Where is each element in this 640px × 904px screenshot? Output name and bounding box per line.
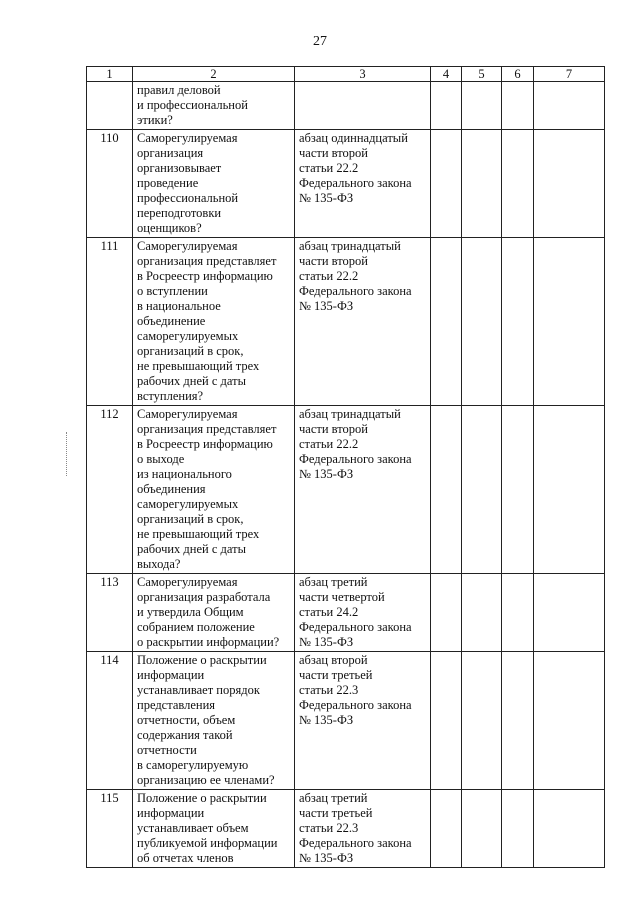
header-cell-1: 1	[87, 67, 133, 82]
answer-col-6	[502, 238, 534, 406]
table-row	[87, 130, 605, 238]
note-col-7	[534, 574, 605, 652]
answer-col-4	[431, 790, 462, 868]
row-number: 112	[87, 406, 133, 574]
question-line: организовывает	[137, 161, 222, 175]
reference-line: № 135-ФЗ	[299, 467, 354, 481]
question-line: информации	[137, 668, 205, 682]
reference-cell	[295, 238, 431, 406]
question-line: организаций в срок,	[137, 512, 244, 526]
checklist-table	[86, 66, 605, 868]
answer-col-6	[502, 406, 534, 574]
reference-line: № 135-ФЗ	[299, 299, 354, 313]
question-line: и профессиональной	[137, 98, 248, 112]
question-line: Саморегулируемая	[137, 131, 238, 145]
answer-col-4	[431, 406, 462, 574]
question-line: о вступлении	[137, 284, 208, 298]
reference-line: статьи 22.2	[299, 269, 359, 283]
question-cell	[133, 790, 295, 868]
reference-line: абзац третий	[299, 791, 368, 805]
note-col-7	[534, 130, 605, 238]
question-line: правил деловой	[137, 83, 221, 97]
question-line: организация разработала	[137, 590, 271, 604]
question-line: организация	[137, 146, 204, 160]
reference-line: Федерального закона	[299, 176, 412, 190]
header-cell-4: 4	[431, 67, 462, 82]
question-line: рабочих дней с даты	[137, 374, 246, 388]
question-line: Положение о раскрытии	[137, 653, 267, 667]
reference-line: части второй	[299, 146, 368, 160]
question-cell	[133, 130, 295, 238]
reference-cell	[295, 82, 431, 130]
answer-col-4	[431, 130, 462, 238]
question-line: и утвердила Общим	[137, 605, 244, 619]
question-line: этики?	[137, 113, 173, 127]
question-line: саморегулируемых	[137, 329, 239, 343]
row-number: 113	[87, 574, 133, 652]
reference-line: Федерального закона	[299, 452, 412, 466]
reference-line: № 135-ФЗ	[299, 713, 354, 727]
question-line: в Росреестр информацию	[137, 437, 273, 451]
answer-col-5	[462, 652, 502, 790]
reference-line: статьи 22.3	[299, 683, 359, 697]
reference-line: части третьей	[299, 668, 373, 682]
question-line: о выходе	[137, 452, 185, 466]
note-col-7	[534, 238, 605, 406]
answer-col-4	[431, 238, 462, 406]
question-line: содержания такой	[137, 728, 233, 742]
reference-line: статьи 22.2	[299, 161, 359, 175]
reference-line: статьи 22.3	[299, 821, 359, 835]
question-line: не превышающий трех	[137, 359, 260, 373]
question-cell	[133, 574, 295, 652]
reference-line: Федерального закона	[299, 698, 412, 712]
reference-line: части третьей	[299, 806, 373, 820]
question-line: Саморегулируемая	[137, 575, 238, 589]
answer-col-6	[502, 82, 534, 130]
answer-col-4	[431, 652, 462, 790]
page-number: 27	[313, 34, 327, 49]
question-line: организаций в срок,	[137, 344, 244, 358]
question-line: объединения	[137, 482, 206, 496]
question-line: в саморегулируемую	[137, 758, 249, 772]
answer-col-5	[462, 574, 502, 652]
question-line: устанавливает порядок	[137, 683, 260, 697]
reference-line: Федерального закона	[299, 836, 412, 850]
question-line: Саморегулируемая	[137, 407, 238, 421]
reference-line: абзац второй	[299, 653, 368, 667]
answer-col-5	[462, 238, 502, 406]
question-cell	[133, 82, 295, 130]
question-cell	[133, 652, 295, 790]
note-col-7	[534, 82, 605, 130]
question-line: устанавливает объем	[137, 821, 249, 835]
reference-line: статьи 24.2	[299, 605, 359, 619]
reference-line: абзац одиннадцатый	[299, 131, 408, 145]
question-line: отчетности	[137, 743, 197, 757]
question-line: оценщиков?	[137, 221, 202, 235]
question-line: не превышающий трех	[137, 527, 260, 541]
answer-col-4	[431, 82, 462, 130]
reference-line: части второй	[299, 422, 368, 436]
question-line: саморегулируемых	[137, 497, 239, 511]
table-row	[87, 790, 605, 868]
question-line: Положение о раскрытии	[137, 791, 267, 805]
reference-line: № 135-ФЗ	[299, 191, 354, 205]
question-line: из национального	[137, 467, 232, 481]
answer-col-5	[462, 130, 502, 238]
reference-line: части второй	[299, 254, 368, 268]
table-header-row	[87, 67, 605, 82]
answer-col-5	[462, 790, 502, 868]
reference-cell	[295, 130, 431, 238]
answer-col-5	[462, 82, 502, 130]
question-line: об отчетах членов	[137, 851, 234, 865]
question-line: вступления?	[137, 389, 204, 403]
reference-line: абзац третий	[299, 575, 368, 589]
reference-line: № 135-ФЗ	[299, 635, 354, 649]
header-cell-6: 6	[502, 67, 534, 82]
answer-col-4	[431, 574, 462, 652]
question-cell	[133, 406, 295, 574]
row-number: 114	[87, 652, 133, 790]
question-line: информации	[137, 806, 205, 820]
reference-line: абзац тринадцатый	[299, 407, 401, 421]
question-line: организация представляет	[137, 254, 277, 268]
question-line: объединение	[137, 314, 206, 328]
question-line: организацию ее членами?	[137, 773, 275, 787]
question-line: переподготовки	[137, 206, 222, 220]
table-row	[87, 652, 605, 790]
reference-line: части четвертой	[299, 590, 385, 604]
row-number: 115	[87, 790, 133, 868]
question-line: о раскрытии информации?	[137, 635, 280, 649]
header-cell-5: 5	[462, 67, 502, 82]
question-line: представления	[137, 698, 216, 712]
table-row	[87, 406, 605, 574]
note-col-7	[534, 406, 605, 574]
answer-col-6	[502, 790, 534, 868]
reference-cell	[295, 406, 431, 574]
reference-cell	[295, 790, 431, 868]
header-cell-7: 7	[534, 67, 605, 82]
answer-col-5	[462, 406, 502, 574]
question-line: в Росреестр информацию	[137, 269, 273, 283]
reference-line: абзац тринадцатый	[299, 239, 401, 253]
table-row	[87, 82, 605, 130]
question-cell	[133, 238, 295, 406]
question-line: профессиональной	[137, 191, 239, 205]
question-line: организация представляет	[137, 422, 277, 436]
question-line: Саморегулируемая	[137, 239, 238, 253]
reference-line: Федерального закона	[299, 620, 412, 634]
question-line: в национальное	[137, 299, 221, 313]
answer-col-6	[502, 652, 534, 790]
row-number: 110	[87, 130, 133, 238]
row-number: 111	[87, 238, 133, 406]
table-row	[87, 238, 605, 406]
answer-col-6	[502, 130, 534, 238]
header-cell-2: 2	[133, 67, 295, 82]
answer-col-6	[502, 574, 534, 652]
header-cell-3: 3	[295, 67, 431, 82]
reference-cell	[295, 574, 431, 652]
question-line: выхода?	[137, 557, 181, 571]
scan-artifact	[66, 432, 68, 476]
question-line: публикуемой информации	[137, 836, 278, 850]
table-row	[87, 574, 605, 652]
question-line: рабочих дней с даты	[137, 542, 246, 556]
question-line: отчетности, объем	[137, 713, 236, 727]
reference-line: статьи 22.2	[299, 437, 359, 451]
reference-line: № 135-ФЗ	[299, 851, 354, 865]
reference-cell	[295, 652, 431, 790]
question-line: собранием положение	[137, 620, 255, 634]
note-col-7	[534, 790, 605, 868]
reference-line: Федерального закона	[299, 284, 412, 298]
row-number	[87, 82, 133, 130]
table-body	[87, 82, 605, 868]
note-col-7	[534, 652, 605, 790]
question-line: проведение	[137, 176, 199, 190]
